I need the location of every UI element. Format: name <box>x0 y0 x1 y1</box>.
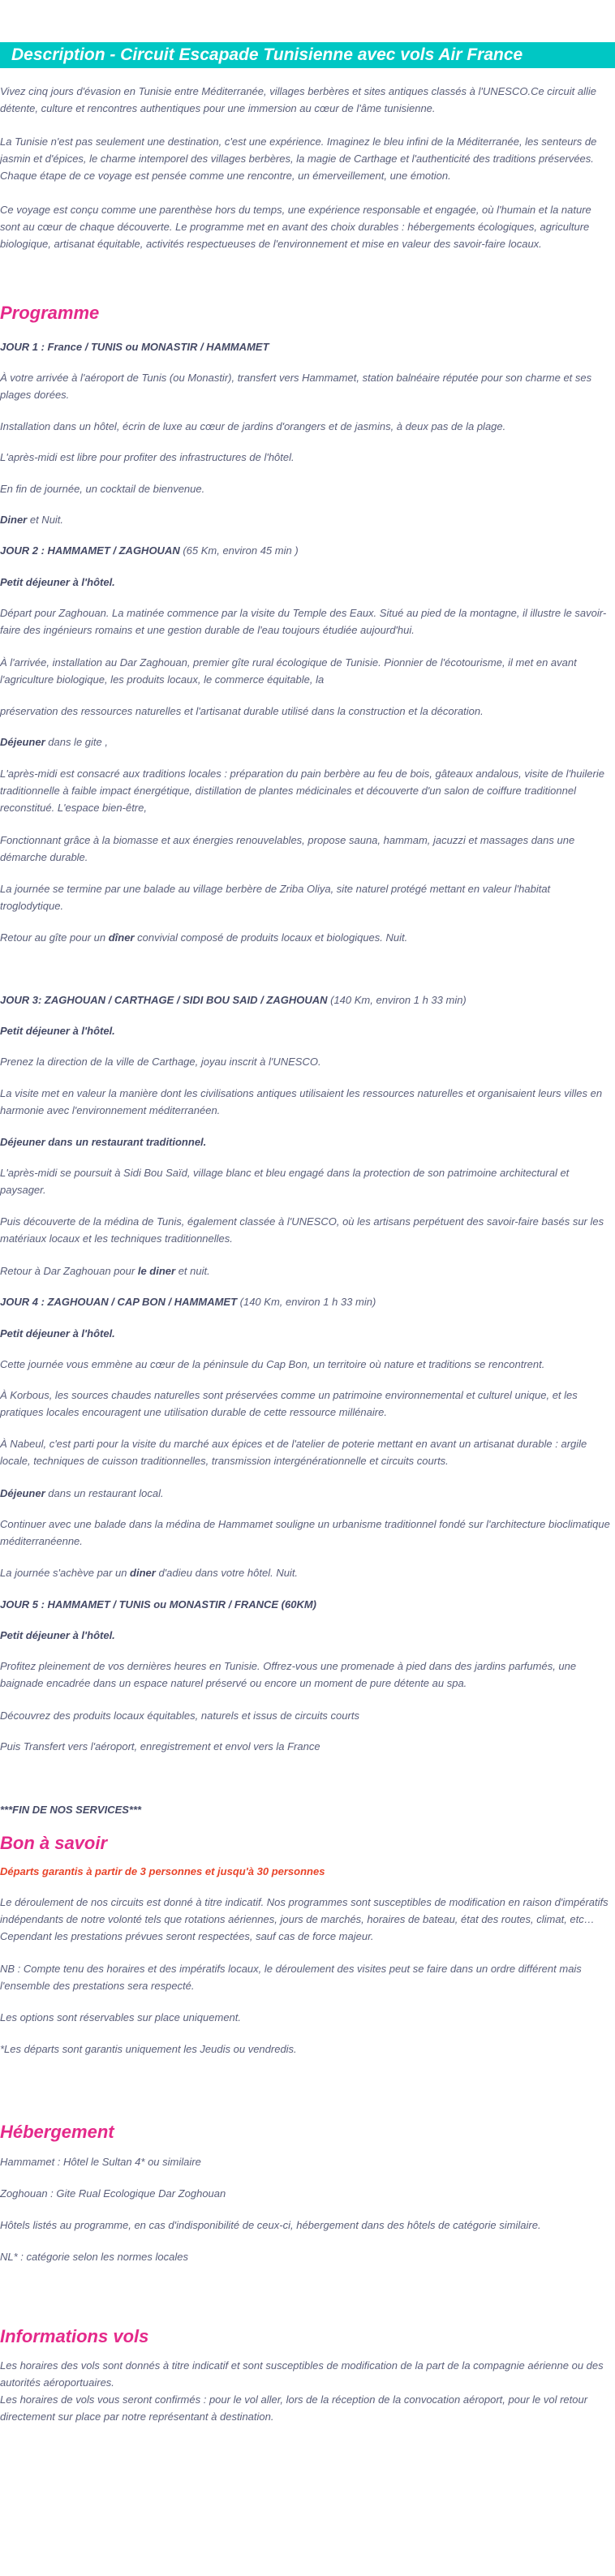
day1-paragraph: En fin de journée, un cocktail de bienvenue. <box>0 483 205 495</box>
day1-paragraph: Installation dans un hôtel, écrin de luxe au cœur de jardins d'orangers et de jasmins, à deux pas de la plage. <box>0 420 506 432</box>
bon-paragraph: NB : Compte tenu des horaires et des impératifs locaux, le déroulement des visites peut se faire dans un ordre différent mais l'ensemble des prestations sera respecté. <box>0 1963 582 1992</box>
intro-paragraph-2: La Tunisie n'est pas seulement une destination, c'est une expérience. Imaginez le bleu infini de la Méditerranée, les senteurs de jasmin et d'épices, le charme intemporel des villages berbères, la magie de Carthage et l'authenticité des traditions préservées. Chaque étape de ce voyage est pensée comme une rencontre, un émerveillement, une émotion. <box>0 135 597 182</box>
day1-title: JOUR 1 : France / TUNIS ou MONASTIR / HAMMAMET <box>0 341 269 353</box>
day2-paragraph: À l'arrivée, installation au Dar Zaghouan, premier gîte rural écologique de Tunisie. Pionnier de l'écotourisme, il met en avant l'agriculture biologique, les produits locaux, le commerce équitable, la <box>0 656 577 686</box>
day2-paragraph: préservation des ressources naturelles et l'artisanat durable utilisé dans la construction et la décoration. <box>0 705 484 717</box>
bon-paragraph: Les options sont réservables sur place uniquement. <box>0 2011 242 2023</box>
day4-breakfast: Petit déjeuner à l'hôtel. <box>0 1327 115 1340</box>
day2-lunch: Déjeuner dans le gite , <box>0 736 108 748</box>
day3-paragraph: L'après-midi se poursuit à Sidi Bou Saïd, village blanc et bleu engagé dans la protection de son patrimoine architectural et paysager. <box>0 1167 570 1196</box>
day3-title: JOUR 3: ZAGHOUAN / CARTHAGE / SIDI BOU SAID / ZAGHOUAN (140 Km, environ 1 h 33 min) <box>0 994 467 1006</box>
day3-paragraph: Prenez la direction de la ville de Carthage, joyau inscrit à l'UNESCO. <box>0 1056 321 1068</box>
day1-dinner: Diner et Nuit. <box>0 514 64 526</box>
intro-paragraph-1: Vivez cinq jours d'évasion en Tunisie entre Méditerranée, villages berbères et sites antiques classés à l'UNESCO.Ce circuit allie détente, culture et rencontres authentiques pour une immersion au cœur de l'âme tunisienne. <box>0 85 596 114</box>
title-bar <box>0 42 615 68</box>
bon-a-savoir-heading: Bon à savoir <box>0 1833 108 1853</box>
day1-paragraph: L'après-midi est libre pour profiter des infrastructures de l'hôtel. <box>0 451 295 463</box>
day4-paragraph: À Nabeul, c'est parti pour la visite du marché aux épices et de l'atelier de poterie mettant en avant un artisanat durable : argile locale, techniques de cuisson traditionnelles, transmission intergénérationnelle et circuits courts. <box>0 1438 587 1467</box>
day5-paragraph: Puis Transfert vers l'aéroport, enregistrement et envol vers la France <box>0 1740 320 1752</box>
day5-paragraph: Profitez pleinement de vos dernières heures en Tunisie. Offrez-vous une promenade à pied dans des jardins parfumés, une baignade encadrée dans un espace naturel préservé ou encore un moment de pure détente au spa. <box>0 1660 577 1689</box>
day4-paragraph: Continuer avec une balade dans la médina de Hammamet souligne un urbanisme traditionnel fondé sur l'architecture bioclimatique méditerranéenne. <box>0 1518 610 1547</box>
day2-paragraph: L'après-midi est consacré aux traditions locales : préparation du pain berbère au feu de bois, gâteaux andalous, visite de l'huilerie traditionnelle à faible impact énergétique, distillation de plantes médicinales et découverte d'un salon de coiffure traditionnel reconstitué. L'espace bien-être, <box>0 768 604 814</box>
day3-paragraph: Puis découverte de la médina de Tunis, également classée à l'UNESCO, où les artisans perpétuent des savoir-faire basés sur les matériaux locaux et les techniques traditionnelles. <box>0 1215 604 1245</box>
hebergement-heading: Hébergement <box>0 2122 114 2142</box>
day2-title: JOUR 2 : HAMMAMET / ZAGHOUAN (65 Km, environ 45 min ) <box>0 544 299 557</box>
page-title: Description - Circuit Escapade Tunisienne avec vols Air France <box>11 45 523 64</box>
hebergement-paragraph: NL* : catégorie selon les normes locales <box>0 2251 188 2263</box>
day5-title: JOUR 5 : HAMMAMET / TUNIS ou MONASTIR / FRANCE (60KM) <box>0 1598 316 1611</box>
day2-dinner: Retour au gîte pour un dîner convivial composé de produits locaux et biologiques. Nuit. <box>0 931 408 944</box>
vols-paragraph: Les horaires des vols sont donnés à titre indicatif et sont susceptibles de modification de la part de la compagnie aérienne ou des autorités aéroportuaires. <box>0 2359 604 2389</box>
day2-paragraph: Départ pour Zaghouan. La matinée commence par la visite du Temple des Eaux. Situé au pied de la montagne, il illustre le savoir-faire des ingénieurs romains et une gestion durable de l'eau toujours étudiée aujourd'hui. <box>0 607 607 636</box>
day4-paragraph: Cette journée vous emmène au cœur de la péninsule du Cap Bon, un territoire où nature et traditions se rencontrent. <box>0 1358 545 1370</box>
day2-paragraph: La journée se termine par une balade au village berbère de Zriba Oliya, site naturel protégé mettant en valeur l'habitat troglodytique. <box>0 883 551 912</box>
programme-heading: Programme <box>0 303 100 323</box>
day3-paragraph: La visite met en valeur la manière dont les civilisations antiques utilisaient les ressources naturelles et organisaient leurs villes en harmonie avec l'environnement méditerranéen. <box>0 1087 603 1116</box>
day2-breakfast: Petit déjeuner à l'hôtel. <box>0 576 115 588</box>
end-of-services: ***FIN DE NOS SERVICES*** <box>0 1804 142 1816</box>
day1-paragraph: À votre arrivée à l'aéroport de Tunis (ou Monastir), transfert vers Hammamet, station balnéaire réputée pour son charme et ses plages dorées. <box>0 372 592 401</box>
day3-breakfast: Petit déjeuner à l'hôtel. <box>0 1025 115 1037</box>
intro-paragraph-3: Ce voyage est conçu comme une parenthèse hors du temps, une expérience responsable et engagée, où l'humain et la nature sont au cœur de chaque découverte. Le programme met en avant des choix durables : hébergements écologiques, agriculture biologique, artisanat équitable, activités respectueuses de l'environnement et mise en valeur des savoir-faire locaux. <box>0 204 591 250</box>
hebergement-paragraph: Hammamet : Hôtel le Sultan 4* ou similaire <box>0 2156 201 2168</box>
day4-title: JOUR 4 : ZAGHOUAN / CAP BON / HAMMAMET (140 Km, environ 1 h 33 min) <box>0 1296 376 1308</box>
bon-paragraph: Le déroulement de nos circuits est donné à titre indicatif. Nos programmes sont susceptibles de modification en raison d'impératifs indépendants de notre volonté tels que rotations aériennes, jours de marchés, horaires de bateau, état des routes, climat, etc… Cependant les prestations prévues seront respectées, sauf cas de force majeur. <box>0 1896 609 1942</box>
day2-paragraph: Fonctionnant grâce à la biomasse et aux énergies renouvelables, propose sauna, hammam, jacuzzi et massages dans une démarche durable. <box>0 834 575 863</box>
day3-dinner: Retour à Dar Zaghouan pour le diner et nuit. <box>0 1265 210 1277</box>
hebergement-paragraph: Hôtels listés au programme, en cas d'indisponibilité de ceux-ci, hébergement dans des hôtels de catégorie similaire. <box>0 2219 541 2231</box>
day4-dinner: La journée s'achève par un diner d'adieu dans votre hôtel. Nuit. <box>0 1567 299 1579</box>
day4-lunch: Déjeuner dans un restaurant local. <box>0 1487 164 1499</box>
day5-paragraph: Découvrez des produits locaux équitables, naturels et issus de circuits courts <box>0 1709 359 1722</box>
day3-lunch: Déjeuner dans un restaurant traditionnel. <box>0 1136 207 1148</box>
day4-paragraph: À Korbous, les sources chaudes naturelles sont préservées comme un patrimoine environnemental et culturel unique, et les pratiques locales encouragent une utilisation durable de cette ressource millénaire. <box>0 1389 578 1418</box>
departs-garantis: Départs garantis à partir de 3 personnes et jusqu'à 30 personnes <box>0 1865 325 1877</box>
informations-vols-heading: Informations vols <box>0 2326 149 2346</box>
vols-paragraph: Les horaires de vols vous seront confirmés : pour le vol aller, lors de la réception de la convocation aéroport, pour le vol retour directement sur place par notre représentant à destination. <box>0 2393 588 2423</box>
day5-breakfast: Petit déjeuner à l'hôtel. <box>0 1629 115 1641</box>
hebergement-paragraph: Zoghouan : Gite Rual Ecologique Dar Zoghouan <box>0 2187 226 2200</box>
bon-paragraph: *Les départs sont garantis uniquement les Jeudis ou vendredis. <box>0 2043 297 2055</box>
